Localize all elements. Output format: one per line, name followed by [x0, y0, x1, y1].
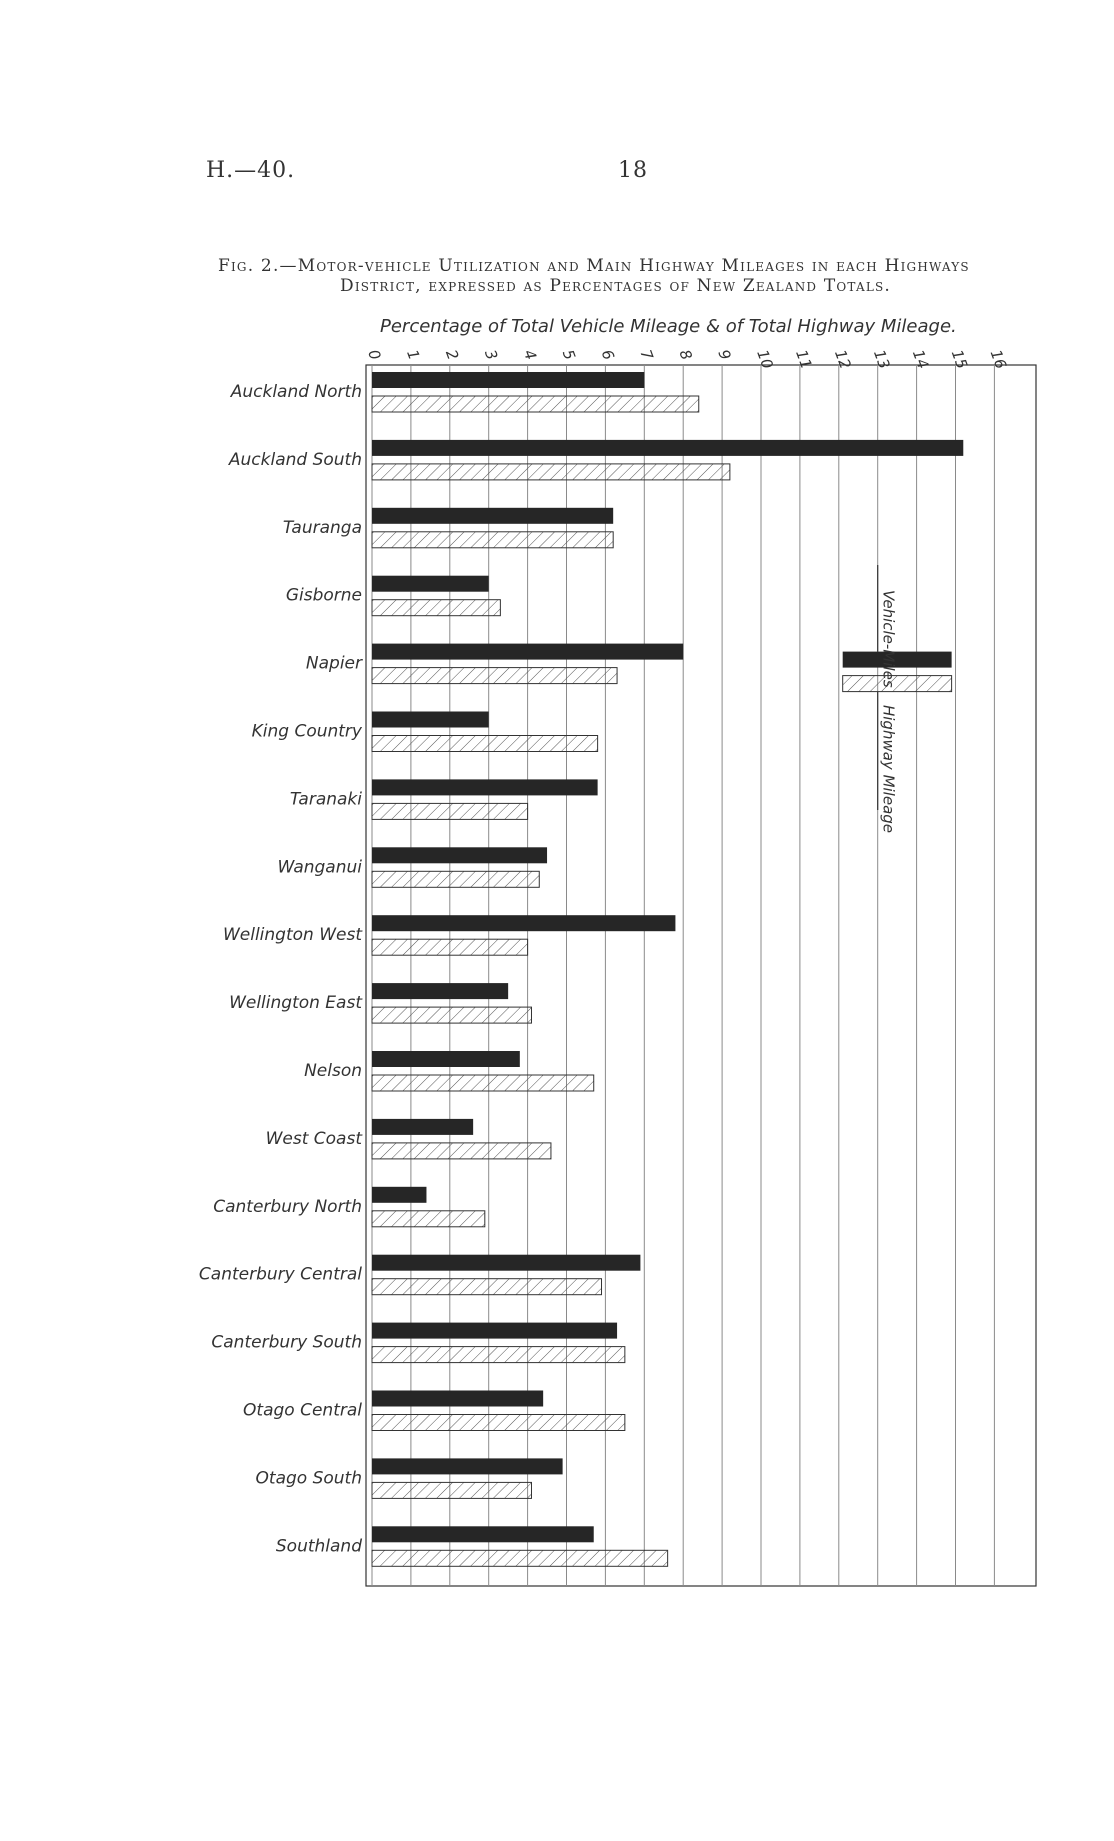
bar-highway-mileage [372, 1550, 668, 1566]
bar-highway-mileage [372, 668, 617, 684]
bar-highway-mileage [372, 1007, 531, 1023]
x-tick-label: 5 [558, 347, 579, 363]
bar-vehicle-miles [372, 983, 508, 999]
category-label: Southland [275, 1536, 362, 1557]
bar-vehicle-miles [372, 1526, 594, 1542]
bar-highway-mileage [372, 600, 500, 616]
figure-caption-line-2: District, expressed as Percentages of New Zealand Totals. [340, 276, 892, 296]
x-tick-label: 3 [480, 347, 502, 363]
bar-highway-mileage [372, 1347, 625, 1363]
x-tick-label: 4 [519, 347, 541, 363]
category-label: Wellington West [222, 925, 362, 946]
chart-title: Percentage of Total Vehicle Mileage & of Total Highway Mileage. [380, 316, 957, 337]
category-label: Napier [305, 653, 362, 674]
bar-vehicle-miles [372, 508, 613, 524]
bar-vehicle-miles [372, 915, 675, 931]
bar-vehicle-miles [372, 1391, 543, 1407]
bar-vehicle-miles [372, 847, 547, 863]
x-tick-label: 2 [442, 347, 463, 363]
x-tick-label: 8 [675, 347, 696, 363]
x-tick-label: 14 [908, 347, 933, 372]
bar-highway-mileage [372, 1482, 531, 1498]
category-label: Otago Central [243, 1400, 362, 1421]
bar-vehicle-miles [372, 1051, 520, 1067]
page-reference: H.—40. [206, 158, 296, 183]
x-tick-label: 0 [364, 347, 385, 363]
bar-vehicle-miles [372, 1458, 563, 1474]
category-label: Auckland North [230, 382, 362, 402]
bar-highway-mileage [372, 1415, 625, 1431]
bar-vehicle-miles [372, 1119, 473, 1135]
x-tick-label: 9 [714, 347, 735, 363]
x-tick-label: 10 [753, 347, 777, 372]
bar-highway-mileage [372, 939, 528, 955]
category-label: King Country [251, 721, 362, 742]
x-tick-label: 7 [636, 347, 657, 363]
page-number: 18 [618, 158, 648, 183]
category-label: West Coast [265, 1128, 362, 1149]
bar-vehicle-miles [372, 644, 683, 660]
bar-highway-mileage [372, 1211, 485, 1227]
bar-highway-mileage [372, 871, 539, 887]
bar-highway-mileage [372, 1143, 551, 1159]
category-label: Tauranga [282, 517, 362, 538]
bar-highway-mileage [372, 532, 613, 548]
category-label: Canterbury Central [198, 1264, 362, 1285]
bar-highway-mileage [372, 803, 528, 819]
x-tick-label: 11 [792, 347, 816, 372]
bar-vehicle-miles [372, 1255, 640, 1271]
bar-vehicle-miles [372, 576, 489, 592]
category-label: Gisborne [285, 585, 362, 606]
category-label: Canterbury North [213, 1196, 362, 1217]
figure-caption-line-1: Fig. 2.—Motor-vehicle Utilization and Main Highway Mileages in each Highways [218, 256, 970, 276]
bar-highway-mileage [372, 1279, 602, 1295]
legend-label-vehicle-miles: Vehicle-Miles [879, 590, 898, 688]
bar-highway-mileage [372, 396, 699, 412]
category-label: Auckland South [228, 449, 362, 470]
bar-vehicle-miles [372, 372, 644, 388]
bar-vehicle-miles [372, 440, 963, 456]
category-label: Taranaki [289, 789, 362, 810]
category-label: Canterbury South [211, 1332, 362, 1353]
x-tick-label: 12 [831, 347, 855, 372]
x-tick-label: 16 [986, 347, 1011, 372]
bar-vehicle-miles [372, 712, 489, 728]
legend-label-highway-mileage: Highway Mileage [879, 705, 898, 834]
bar-vehicle-miles [372, 1187, 426, 1203]
bar-highway-mileage [372, 736, 598, 752]
bar-highway-mileage [372, 1075, 594, 1091]
category-label: Wanganui [277, 857, 362, 878]
x-tick-label: 6 [597, 347, 618, 363]
bar-vehicle-miles [372, 1323, 617, 1339]
bar-vehicle-miles [372, 779, 598, 795]
x-tick-label: 13 [869, 347, 894, 372]
bar-highway-mileage [372, 464, 730, 480]
category-label: Otago South [255, 1468, 362, 1489]
category-label: Wellington East [229, 993, 362, 1014]
category-label: Nelson [304, 1061, 362, 1081]
x-tick-label: 15 [947, 347, 972, 372]
x-tick-label: 1 [403, 347, 424, 363]
